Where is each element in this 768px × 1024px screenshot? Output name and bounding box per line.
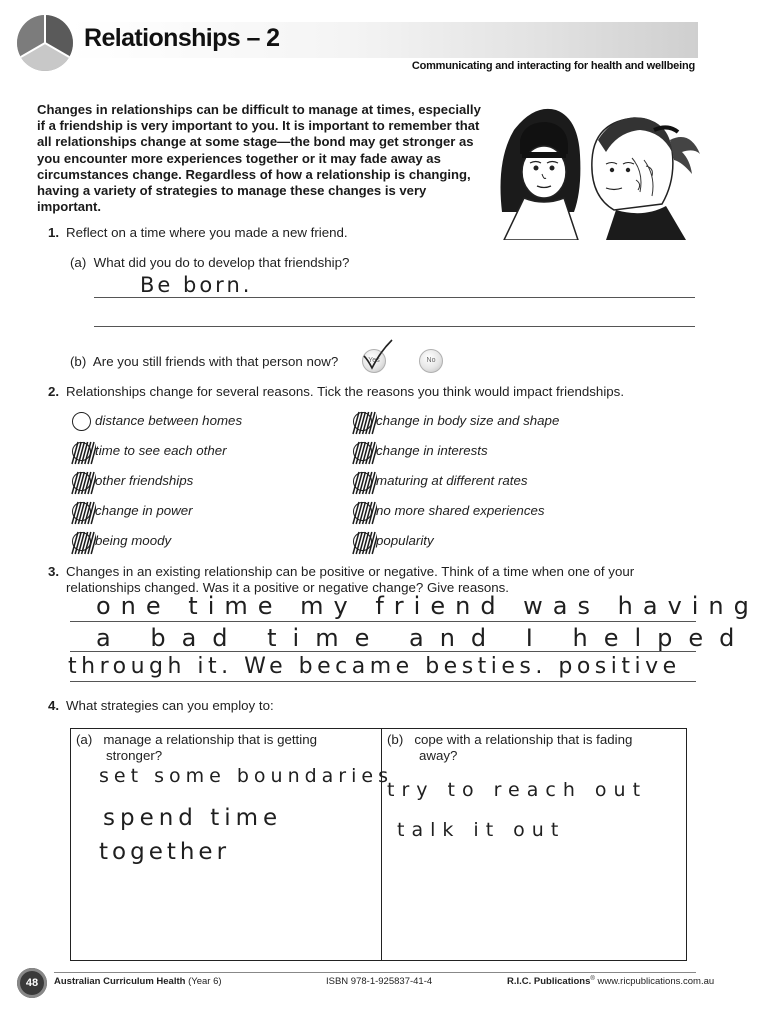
q4a-prompt	[76, 732, 317, 764]
footer-publisher	[507, 976, 714, 987]
q4-strategy-table	[70, 728, 687, 961]
q4-text: What strategies can you employ to:	[66, 698, 274, 713]
footer-url: www.ricpublications.com.au	[597, 976, 715, 988]
q2-left-option-2-label: other friendships	[95, 473, 194, 488]
q3-rule-3	[70, 681, 696, 682]
q4a-answer-2[interactable]: spend time	[103, 805, 283, 831]
q2-right-option-0-label: change in body size and shape	[376, 413, 560, 428]
q1a-answer-line-2	[94, 326, 695, 327]
scribble-check-icon	[69, 469, 96, 496]
q1b-no-label: No	[426, 357, 436, 364]
q3-text-1: Changes in an existing relationship can be positive or negative. Think of a time when one of your	[66, 564, 635, 579]
q3-answer-line-3[interactable]: through it. We became besties. positive	[68, 654, 681, 679]
q4b-label: (b)	[387, 732, 404, 747]
q3-rule-1	[70, 621, 696, 622]
q2-right-option-2-label: maturing at different rates	[376, 473, 528, 488]
q3-number: 3.	[48, 564, 60, 579]
footer-publisher-name: R.I.C. Publications	[507, 976, 591, 988]
q4a-answer-1[interactable]: set some boundaries	[99, 765, 393, 787]
scribble-check-icon	[69, 439, 96, 466]
page-subtitle: Communicating and interacting for health and wellbeing	[411, 60, 695, 72]
scribble-check-icon	[350, 439, 377, 466]
q4a-label: (a)	[76, 732, 93, 747]
q1a-text: What did you do to develop that friendship?	[93, 255, 350, 270]
q1b-no-button[interactable]	[419, 349, 443, 373]
q2-right-option-0-checkbox[interactable]	[353, 412, 372, 431]
q1a-answer[interactable]: Be born.	[140, 273, 253, 297]
q1b-yes-tick-icon	[358, 338, 398, 374]
q2-number: 2.	[48, 384, 60, 399]
q4b-text-1: cope with a relationship that is fading	[414, 732, 633, 747]
q4b-answer-2[interactable]: talk it out	[397, 819, 566, 841]
footer-book: Australian Curriculum Health	[54, 976, 186, 987]
q4-prompt	[48, 698, 274, 713]
q4b-prompt	[387, 732, 632, 764]
scribble-check-icon	[350, 499, 377, 526]
q2-left-option-4-label: being moody	[95, 533, 172, 548]
q2-right-option-1-label: change in interests	[376, 443, 488, 458]
q1a-answer-line	[94, 297, 695, 298]
scribble-check-icon	[69, 499, 96, 526]
footer-rule	[54, 972, 696, 973]
q2-left-option-0-checkbox[interactable]	[72, 412, 91, 431]
q2-left-option-4-checkbox[interactable]	[72, 532, 91, 551]
q3-rule-2	[70, 651, 696, 652]
section-logo-icon	[16, 14, 74, 72]
q2-left-option-0-label: distance between homes	[95, 413, 243, 428]
q2-right-option-2-checkbox[interactable]	[353, 472, 372, 491]
page-title: Relationships – 2	[84, 24, 280, 52]
scribble-check-icon	[350, 469, 377, 496]
q1-text: Reflect on a time where you made a new friend.	[66, 225, 348, 240]
q1b-text: Are you still friends with that person now?	[92, 354, 339, 369]
q4b-answer-1[interactable]: try to reach out	[387, 779, 648, 801]
q2-left-option-3-checkbox[interactable]	[72, 502, 91, 521]
q4b-text-2: away?	[419, 748, 458, 763]
q2-left-option-2-checkbox[interactable]	[72, 472, 91, 491]
q4a-text-2: stronger?	[106, 748, 163, 763]
scribble-check-icon	[350, 529, 377, 556]
q1a-label: (a)	[70, 255, 87, 270]
q1b-prompt	[70, 354, 338, 369]
q2-right-option-4-checkbox[interactable]	[353, 532, 372, 551]
q1b-label: (b)	[70, 354, 87, 369]
page-number-badge: 48	[17, 968, 47, 998]
q3-answer-line-2[interactable]: a bad time and I helped	[96, 624, 751, 652]
q2-left-option-1-checkbox[interactable]	[72, 442, 91, 461]
footer-isbn: ISBN 978-1-925837-41-4	[326, 976, 433, 987]
q2-left-option-3-label: change in power	[95, 503, 193, 518]
footer-year: (Year 6)	[188, 976, 222, 987]
two-girls-illustration	[494, 100, 704, 240]
q3-prompt-line1	[48, 564, 634, 579]
q2-prompt	[48, 384, 624, 399]
q1b-yes-label: Yes	[368, 357, 380, 364]
q2-right-option-3-label: no more shared experiences	[376, 503, 545, 518]
q2-left-option-1-label: time to see each other	[95, 443, 227, 458]
q4-table-divider	[381, 729, 382, 960]
q3-prompt-line2: relationships changed. Was it a positive or negative change? Give reasons.	[66, 580, 509, 595]
q4a-answer-3[interactable]: together	[99, 839, 231, 865]
footer-book-title	[54, 976, 222, 987]
intro-paragraph: Changes in relationships can be difficult to manage at times, especially if a friendship is very important to you. It is important to remember that all relationships change at some stage—the bond may get stronger as you encounter more experiences together or it may fade away as circumstances change. Regardless of how a relationship is changing, having a variety of strategies to manage these changes is very important.	[37, 102, 481, 215]
scribble-check-icon	[350, 409, 377, 436]
q4a-text-1: manage a relationship that is getting	[103, 732, 317, 747]
q2-text: Relationships change for several reasons. Tick the reasons you think would impact friendships.	[66, 384, 625, 399]
q3-answer-line-1[interactable]: one time my friend was having	[96, 592, 759, 620]
q1-number: 1.	[48, 225, 60, 240]
q2-right-option-3-checkbox[interactable]	[353, 502, 372, 521]
q2-right-option-4-label: popularity	[376, 533, 434, 548]
q2-right-option-1-checkbox[interactable]	[353, 442, 372, 461]
scribble-check-icon	[69, 529, 96, 556]
q1a-prompt	[70, 255, 349, 270]
q4-number: 4.	[48, 698, 60, 713]
footer-publisher-mark: ®	[590, 976, 595, 982]
q1-prompt	[48, 225, 348, 240]
